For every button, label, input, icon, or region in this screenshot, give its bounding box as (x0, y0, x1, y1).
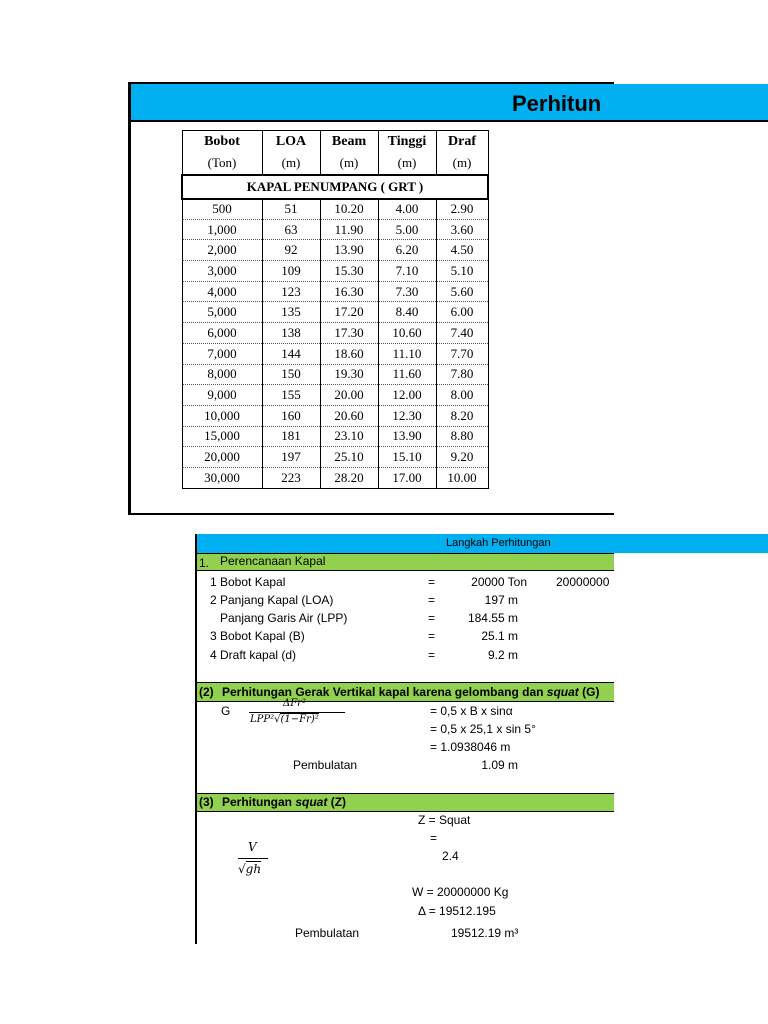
froude-numerator: V (248, 840, 257, 854)
cell-tinggi: 17.00 (378, 467, 436, 488)
sqrt-icon: √ (238, 862, 246, 876)
item-beam-eq: = (428, 629, 436, 643)
section1-title: Perencanaan Kapal (220, 554, 326, 568)
item-loa-eq: = (428, 593, 436, 607)
table-header-row (182, 131, 488, 153)
table-row (182, 261, 488, 282)
table-body (182, 199, 488, 489)
item-beam-value: 25.1 m (481, 629, 518, 643)
unit-tinggi: (m) (378, 153, 436, 175)
cell-beam: 19.30 (320, 364, 378, 385)
z-line: Z = Squat (418, 813, 471, 827)
cell-bobot: 9,000 (182, 385, 262, 406)
cell-tinggi: 11.60 (378, 364, 436, 385)
cell-tinggi: 6.20 (378, 240, 436, 261)
section2-title-suffix: (G) (578, 685, 600, 699)
unit-bobot: (Ton) (182, 153, 262, 175)
table-row (182, 323, 488, 344)
cell-tinggi: 10.60 (378, 323, 436, 344)
g-line-2: = 0,5 x 25,1 x sin 5° (430, 722, 536, 736)
cell-draf: 10.00 (436, 467, 488, 488)
cell-tinggi: 7.30 (378, 281, 436, 302)
cell-tinggi: 12.00 (378, 385, 436, 406)
cell-tinggi: 4.00 (378, 199, 436, 220)
cell-draf: 4.50 (436, 240, 488, 261)
froude-denominator (238, 862, 261, 876)
cell-loa: 135 (262, 302, 320, 323)
cell-draf: 8.80 (436, 426, 488, 447)
cell-loa: 51 (262, 199, 320, 220)
header-bobot: Bobot (182, 131, 262, 153)
cell-bobot: 8,000 (182, 364, 262, 385)
cell-beam: 23.10 (320, 426, 378, 447)
section1-number: 1. (199, 556, 210, 570)
cell-bobot: 500 (182, 199, 262, 220)
cell-tinggi: 8.40 (378, 302, 436, 323)
cell-bobot: 10,000 (182, 405, 262, 426)
g-formula-froude: (1−Fr)² (280, 714, 319, 725)
cell-loa: 63 (262, 219, 320, 240)
cell-tinggi: 5.00 (378, 219, 436, 240)
cell-bobot: 2,000 (182, 240, 262, 261)
cell-beam: 13.90 (320, 240, 378, 261)
table-row (182, 219, 488, 240)
item-lpp-eq: = (428, 611, 436, 625)
cell-loa: 160 (262, 405, 320, 426)
cell-draf: 6.00 (436, 302, 488, 323)
ship-dimension-table (181, 130, 489, 489)
table-row (182, 467, 488, 488)
w-line: W = 20000000 Kg (412, 885, 509, 899)
cell-beam: 25.10 (320, 447, 378, 468)
cell-bobot: 7,000 (182, 343, 262, 364)
table-row (182, 199, 488, 220)
cell-tinggi: 12.30 (378, 405, 436, 426)
item-bobot-kg: 20000000 (556, 575, 610, 589)
z-eq-line: = (430, 831, 438, 845)
g-label: G (221, 704, 231, 718)
table-row (182, 240, 488, 261)
table-row (182, 364, 488, 385)
steps-header-label: Langkah Perhitungan (446, 537, 551, 549)
sqrt-icon: √ (274, 714, 281, 725)
cell-beam: 15.30 (320, 261, 378, 282)
item-bobot-value: 20000 Ton (471, 575, 527, 589)
cell-bobot: 20,000 (182, 447, 262, 468)
g-formula-lpp: LPP² (250, 714, 275, 725)
section2-title-squat: squat (546, 685, 579, 699)
table-row (182, 385, 488, 406)
cell-tinggi: 11.10 (378, 343, 436, 364)
cell-draf: 5.10 (436, 261, 488, 282)
g-formula-numerator: ΔFr² (283, 698, 306, 709)
table-unit-row (182, 153, 488, 175)
cell-loa: 123 (262, 281, 320, 302)
section2-title (222, 685, 599, 699)
delta-line: Δ = 19512.195 (418, 904, 496, 918)
cell-bobot: 1,000 (182, 219, 262, 240)
cell-draf: 8.00 (436, 385, 488, 406)
item-loa-value: 197 m (484, 593, 518, 607)
cell-tinggi: 15.10 (378, 447, 436, 468)
cell-bobot: 6,000 (182, 323, 262, 344)
header-draf: Draf (436, 131, 488, 153)
cell-draf: 7.70 (436, 343, 488, 364)
froude-gh: gh (245, 862, 262, 876)
cell-beam: 10.20 (320, 199, 378, 220)
unit-loa: (m) (262, 153, 320, 175)
cell-loa: 144 (262, 343, 320, 364)
cell-bobot: 30,000 (182, 467, 262, 488)
table-row (182, 302, 488, 323)
table-row (182, 281, 488, 302)
unit-draf: (m) (436, 153, 488, 175)
header-tinggi: Tinggi (378, 131, 436, 153)
cell-bobot: 5,000 (182, 302, 262, 323)
cell-beam: 17.30 (320, 323, 378, 344)
table-row (182, 447, 488, 468)
item-draft-label: 4 Draft kapal (d) (210, 648, 297, 662)
section3-title-suffix: (Z) (327, 795, 347, 809)
sheet-title: Perhitun (512, 91, 602, 116)
title-bar (131, 84, 768, 122)
item-lpp-label: Panjang Garis Air (LPP) (220, 611, 348, 625)
unit-beam: (m) (320, 153, 378, 175)
cell-bobot: 3,000 (182, 261, 262, 282)
cell-loa: 223 (262, 467, 320, 488)
cell-loa: 138 (262, 323, 320, 344)
z-pembulatan-label: Pembulatan (295, 926, 360, 940)
cell-beam: 11.90 (320, 219, 378, 240)
cell-loa: 155 (262, 385, 320, 406)
cell-draf: 2.90 (436, 199, 488, 220)
section3-title-squat: squat (295, 795, 328, 809)
table-row (182, 426, 488, 447)
cell-beam: 20.60 (320, 405, 378, 426)
section2-title-text: Perhitungan Gerak Vertikal kapal karena gelombang dan (222, 685, 547, 699)
cell-loa: 197 (262, 447, 320, 468)
g-pembulatan-value: 1.09 m (481, 758, 518, 772)
cell-beam: 18.60 (320, 343, 378, 364)
cell-draf: 5.60 (436, 281, 488, 302)
table-row (182, 343, 488, 364)
cell-bobot: 4,000 (182, 281, 262, 302)
section2-number: (2) (199, 685, 214, 699)
cell-loa: 109 (262, 261, 320, 282)
cell-beam: 28.20 (320, 467, 378, 488)
item-draft-value: 9.2 m (487, 648, 518, 662)
cell-loa: 181 (262, 426, 320, 447)
item-bobot-label: 1 Bobot Kapal (210, 575, 286, 589)
item-bobot-eq: = (428, 575, 436, 589)
g-pembulatan-label: Pembulatan (293, 758, 358, 772)
cell-draf: 7.80 (436, 364, 488, 385)
cell-draf: 9.20 (436, 447, 488, 468)
g-line-3: = 1.0938046 m (430, 740, 511, 754)
item-loa-label: 2 Panjang Kapal (LOA) (210, 593, 334, 607)
item-draft-eq: = (428, 648, 436, 662)
category-row (182, 175, 488, 199)
cell-beam: 20.00 (320, 385, 378, 406)
item-lpp-value: 184.55 m (467, 611, 518, 625)
section3-number: (3) (199, 795, 214, 809)
z-value-line: 2.4 (442, 849, 459, 863)
section3-title-text: Perhitungan (222, 795, 296, 809)
cell-draf: 3.60 (436, 219, 488, 240)
header-beam: Beam (320, 131, 378, 153)
cell-loa: 92 (262, 240, 320, 261)
table-row (182, 405, 488, 426)
froude-fraction-line (238, 858, 268, 859)
g-formula-denominator (250, 714, 319, 725)
section3-title (222, 795, 346, 809)
header-loa: LOA (262, 131, 320, 153)
item-beam-label: 3 Bobot Kapal (B) (210, 629, 305, 643)
cell-loa: 150 (262, 364, 320, 385)
cell-beam: 16.30 (320, 281, 378, 302)
z-pembulatan-value: 19512.19 m³ (451, 926, 519, 940)
g-line-1: = 0,5 x B x sinα (430, 704, 513, 718)
cell-tinggi: 13.90 (378, 426, 436, 447)
cell-beam: 17.20 (320, 302, 378, 323)
category-label: KAPAL PENUMPANG ( GRT ) (182, 175, 488, 199)
cell-draf: 7.40 (436, 323, 488, 344)
cell-tinggi: 7.10 (378, 261, 436, 282)
cell-draf: 8.20 (436, 405, 488, 426)
cell-bobot: 15,000 (182, 426, 262, 447)
